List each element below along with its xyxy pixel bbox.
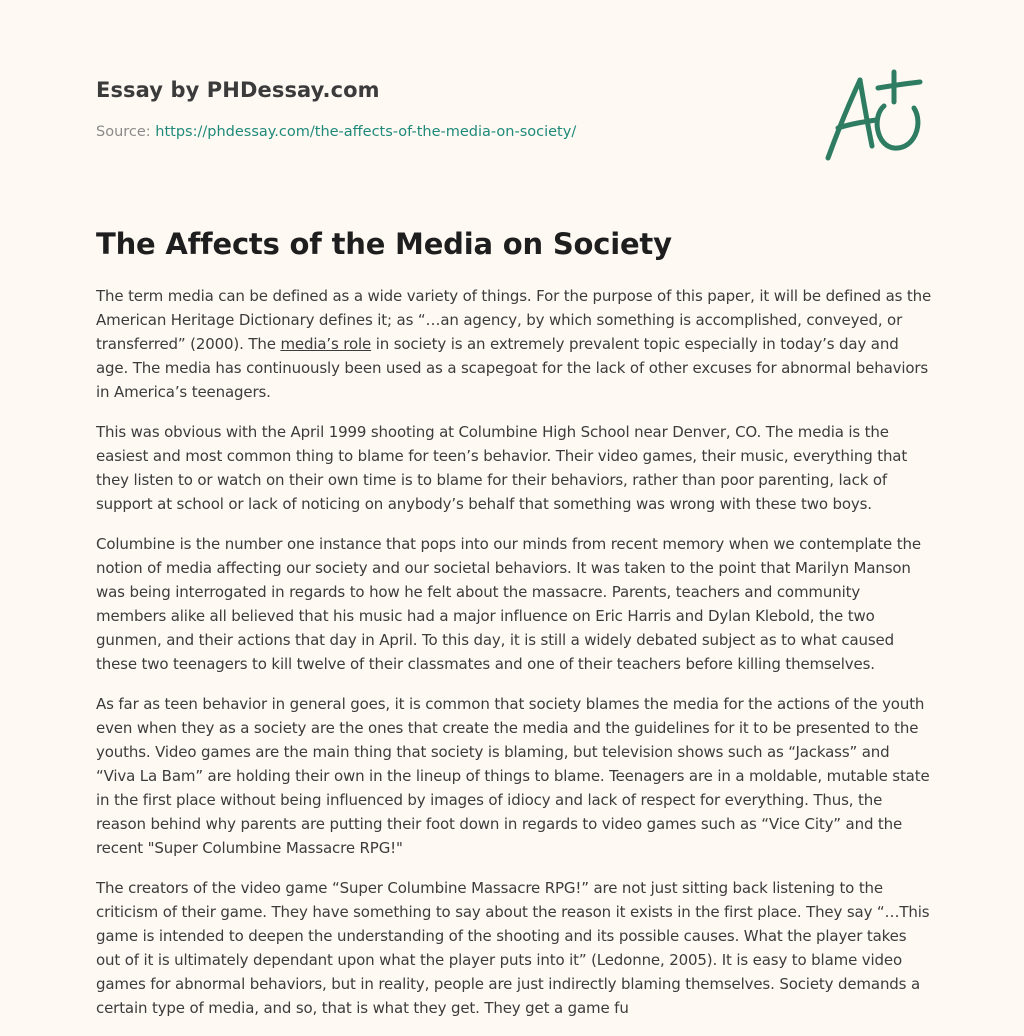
source-label: Source: — [96, 124, 156, 140]
a-plus-icon — [822, 68, 926, 164]
essay-body — [96, 284, 932, 1036]
essay-header — [96, 76, 796, 142]
essay-title: The Affects of the Media on Society — [96, 227, 672, 261]
paragraph-5: The creators of the video game “Super Columbine Massacre RPG!” are not just sitting back listening to the criticism of their game. They have something to say about the reason it exists in the first place. They say “…This game is intended to deepen the understanding of the shooting and its possible causes. What the player takes out of it is ultimately dependant upon what the player puts into it” (Ledonne, 2005). It is easy to blame video games for abnormal behaviors, but in reality, people are just indirectly blaming themselves. Society demands a certain type of media, and so, that is what they get. They get a game fu — [96, 879, 930, 1017]
paragraph-1 — [96, 284, 932, 404]
paragraph-2: This was obvious with the April 1999 shooting at Columbine High School near Denver, CO. The media is the easiest and most common thing to blame for teen’s behavior. Their video games, their music, everything that they listen to or watch on their own time is to blame for their behaviors, rather than poor parenting, lack of support at school or lack of noticing on anybody’s behalf that something was wrong with these two boys. — [96, 423, 908, 513]
source-line — [96, 122, 796, 142]
paragraph-3: Columbine is the number one instance that pops into our minds from recent memory when we contemplate the notion of media affecting our society and our societal behaviors. It was taken to the point that Marilyn Manson was being interrogated in regards to how he felt about the massacre. Parents, teachers and community members alike all believed that his music had a major influence on Eric Harris and Dylan Klebold, the two gunmen, and their actions that day in April. To this day, it is still a widely debated subject as to what caused these two teenagers to kill twelve of their classmates and one of their teachers before killing themselves. — [96, 535, 921, 673]
paragraph-4: As far as teen behavior in general goes, it is common that society blames the media for the actions of the youth even when they as a society are the ones that create the media and the guidelines for it to be presented to the youths. Video games are the main thing that society is blaming, but television shows such as “Jackass” and “Viva La Bam” are holding their own in the lineup of things to blame. Teenagers are in a moldable, mutable state in the first place without being influenced by images of idiocy and lack of respect for everything. Thus, the reason behind why parents are putting their foot down in regards to video games such as “Vice City” and the recent "Super Columbine Massacre RPG!" — [96, 695, 930, 857]
source-link[interactable]: https://phdessay.com/the-affects-of-the-media-on-society/ — [155, 124, 577, 140]
medias-role-link[interactable]: media’s role — [280, 335, 372, 353]
brand-title: Essay by PHDessay.com — [96, 78, 380, 102]
paragraph-1-start: The term media can be defined as a wide variety of things. For the purpose of this paper, it will be defined as the American Heritage Dictionary defines it; as “…an agency, by which something is accomplished, conveyed, or transferred” (2000). The — [96, 287, 932, 353]
paragraph-1-end: in society is an extremely prevalent topic especially in today’s day and age. The media has continuously been used as a scapegoat for the lack of other excuses for abnormal behaviors in America’s teenagers. — [96, 335, 929, 401]
